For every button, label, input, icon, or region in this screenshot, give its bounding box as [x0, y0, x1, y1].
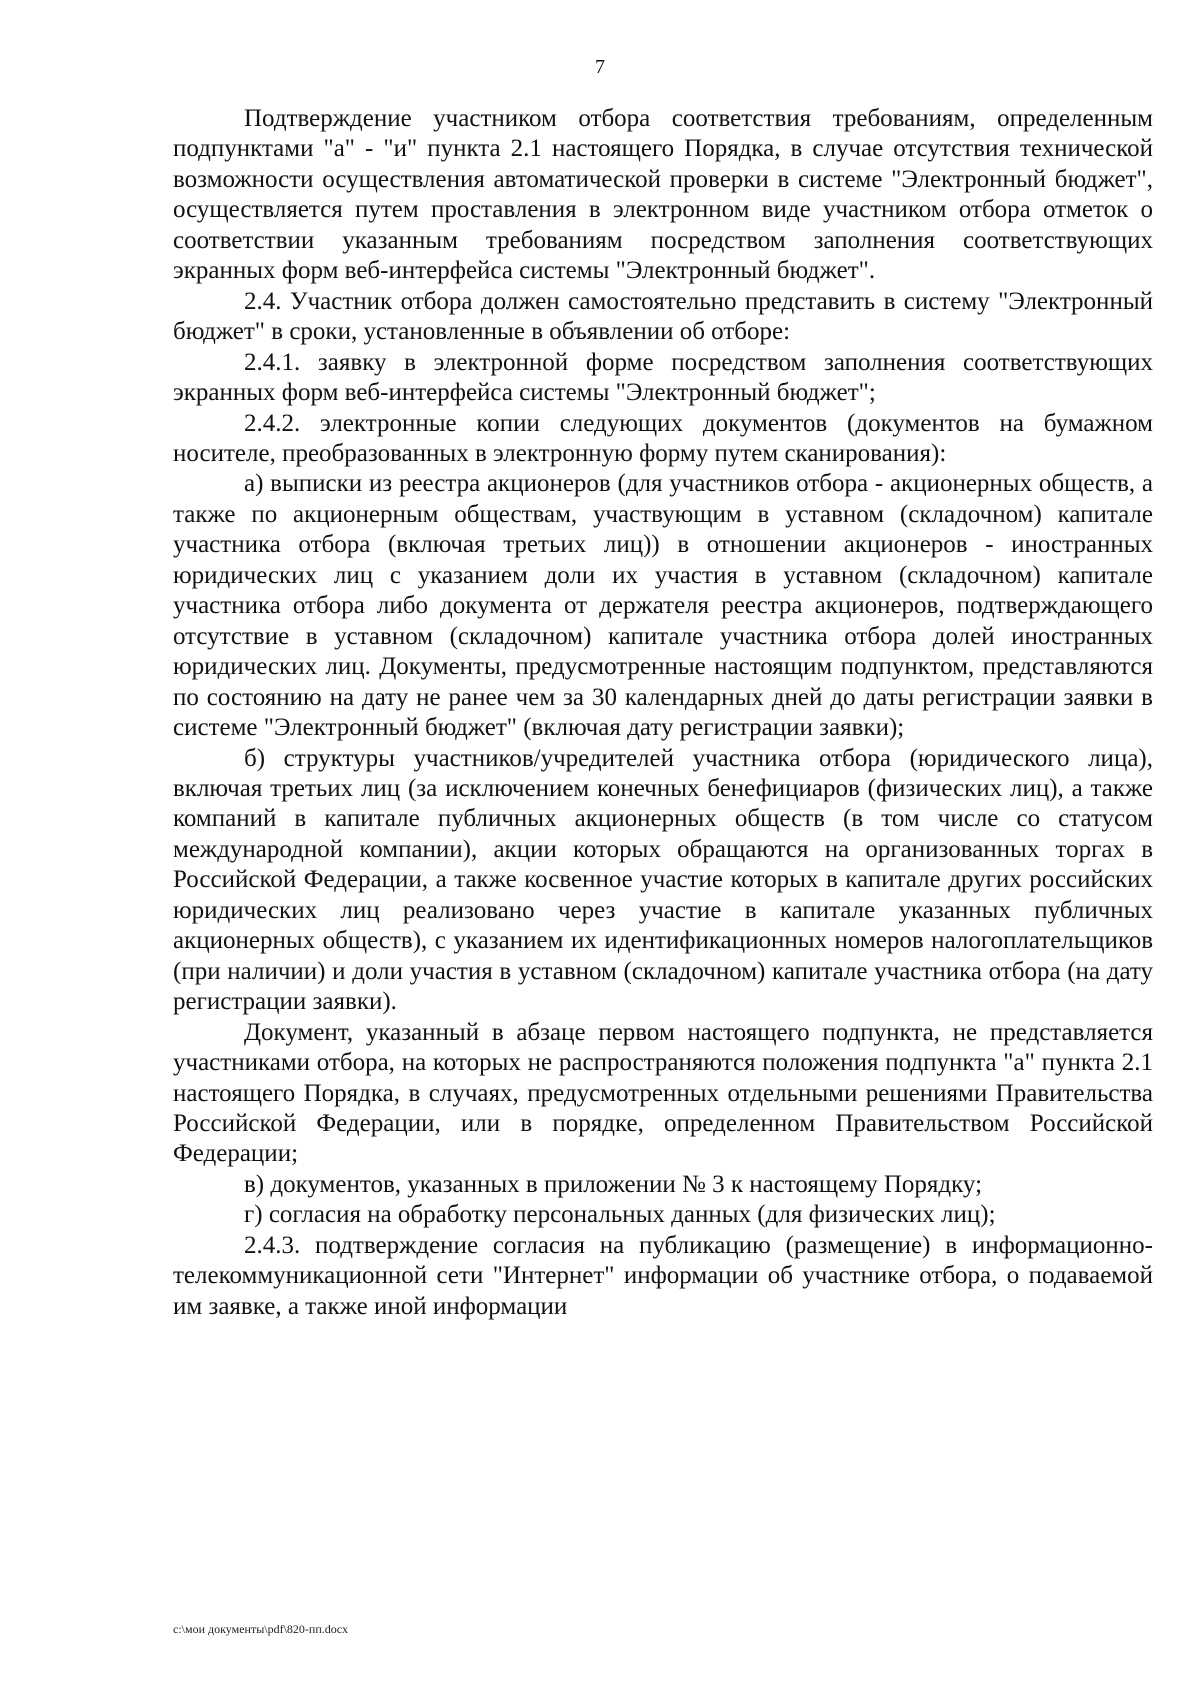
paragraph-item-b: б) структуры участников/учредителей участника отбора (юридического лица), включая третьих лиц (за исключением конечных бенефициаров (физических лиц), а также компаний в капитале публичных акционерных обществ (в том числе со статусом международной компании), акции которых обращаются на организованных торгах в Российской Федерации, а также косвенное участие которых в капитале других российских юридических лиц реализовано через участие в капитале указанных публичных акционерных обществ), с указанием их идентификационных номеров налогоплательщиков (при наличии) и доли участия в уставном (складочном) капитале участника отбора (на дату регистрации заявки). — [173, 744, 1153, 1016]
paragraph-2-4-2: 2.4.2. электронные копии следующих документов (документов на бумажном носителе, преобразованных в электронную форму путем сканирования): — [173, 409, 1153, 467]
paragraph-item-v: в) документов, указанных в приложении № 3 к настоящему Порядку; — [244, 1170, 983, 1198]
paragraph-2-4: 2.4. Участник отбора должен самостоятельно представить в систему "Электронный бюджет" в сроки, установленные в объявлении об отборе: — [173, 287, 1153, 346]
footer-file-path: c:\мои документы\pdf\820-пп.docx — [173, 1622, 349, 1636]
paragraph-2-4-1: 2.4.1. заявку в электронной форме посредством заполнения соответствующих экранных форм веб-интерфейса системы "Электронный бюджет"; — [173, 348, 1153, 407]
paragraph-item-g: г) согласия на обработку персональных данных (для физических лиц); — [244, 1201, 996, 1229]
document-body — [173, 104, 1153, 1322]
paragraph-confirmation: Подтверждение участником отбора соответствия требованиям, определенным подпунктами "а" - "и" пункта 2.1 настоящего Порядка, в случае отсутствия технической возможности осуществления автоматической проверки в системе "Электронный бюджет", осуществляется путем проставления в электронном виде участником отбора отметок о соответствии указанным требованиям посредством заполнения соответствующих экранных форм веб-интерфейса системы "Электронный бюджет". — [173, 105, 1153, 285]
page-number: 7 — [595, 56, 605, 78]
paragraph-item-a: а) выписки из реестра акционеров (для участников отбора - акционерных обществ, а также по акционерным обществам, участвующим в уставном (складочном) капитале участника отбора (включая третьих лиц)) в отношении акционеров - иностранных юридических лиц с указанием доли их участия в уставном (складочном) капитале участника отбора либо документа от держателя реестра акционеров, подтверждающего отсутствие в уставном (складочном) капитале участника отбора долей иностранных юридических лиц. Документы, предусмотренные настоящим подпунктом, представляются по состоянию на дату не ранее чем за 30 календарных дней до даты регистрации заявки в системе "Электронный бюджет" (включая дату регистрации заявки); — [173, 470, 1153, 742]
paragraph-document-exemption: Документ, указанный в абзаце первом настоящего подпункта, не представляется участниками отбора, на которых не распространяются положения подпункта "а" пункта 2.1 настоящего Порядка, в случаях, предусмотренных отдельными решениями Правительства Российской Федерации, или в порядке, определенном Правительством Российской Федерации; — [173, 1018, 1153, 1168]
paragraph-2-4-3: 2.4.3. подтверждение согласия на публикацию (размещение) в информационно-телекоммуникационной сети "Интернет" информации об участнике отбора, о подаваемой им заявке, а также иной информации — [173, 1231, 1153, 1320]
